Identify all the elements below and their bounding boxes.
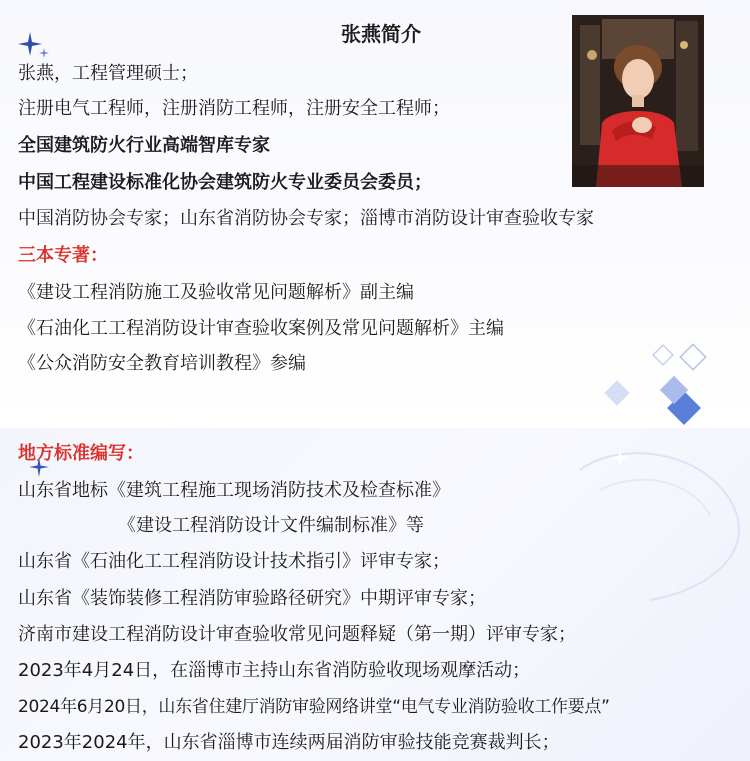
intro-line-5: 中国消防协会专家；山东省消防协会专家；淄博市消防设计审查验收专家 [18, 208, 594, 229]
book-item-2: 《石油化工工程消防设计审查验收案例及常见问题解析》主编 [18, 318, 504, 339]
standard-line-3: 山东省《石油化工工程消防设计技术指引》评审专家； [18, 551, 450, 572]
activity-line-2: 2024年6月20日，山东省住建厅消防审验网络讲堂“电气专业消防验收工作要点” [18, 697, 610, 717]
activity-line-1: 2023年4月24日，在淄博市主持山东省消防验收现场观摩活动； [18, 660, 531, 681]
books-heading: 三本专著： [18, 245, 108, 266]
portrait-photo [572, 15, 704, 187]
intro-line-1: 张燕，工程管理硕士； [18, 63, 198, 84]
standard-line-1: 山东省地标《建筑工程施工现场消防技术及检查标准》 [18, 480, 450, 501]
standard-line-5: 济南市建设工程消防设计审查验收常见问题释疑（第一期）评审专家； [18, 624, 576, 645]
standards-heading: 地方标准编写： [18, 443, 144, 464]
intro-line-3: 全国建筑防火行业高端智库专家 [18, 135, 270, 156]
standard-line-2: 《建设工程消防设计文件编制标准》等 [118, 515, 424, 536]
book-item-1: 《建设工程消防施工及验收常见问题解析》副主编 [18, 282, 414, 303]
book-item-3: 《公众消防安全教育培训教程》参编 [18, 353, 306, 374]
activity-line-3: 2023年2024年，山东省淄博市连续两届消防审验技能竞赛裁判长； [18, 732, 560, 753]
page-title: 张燕简介 [341, 22, 421, 46]
portrait-illustration-icon [572, 15, 704, 187]
decorative-squares-icon [598, 340, 728, 430]
intro-line-4: 中国工程建设标准化协会建筑防火专业委员会委员； [18, 172, 432, 193]
intro-line-2: 注册电气工程师，注册消防工程师，注册安全工程师； [18, 98, 450, 119]
swirl-decoration-icon [560, 430, 750, 610]
standard-line-4: 山东省《装饰装修工程消防审验路径研究》中期评审专家； [18, 588, 486, 609]
